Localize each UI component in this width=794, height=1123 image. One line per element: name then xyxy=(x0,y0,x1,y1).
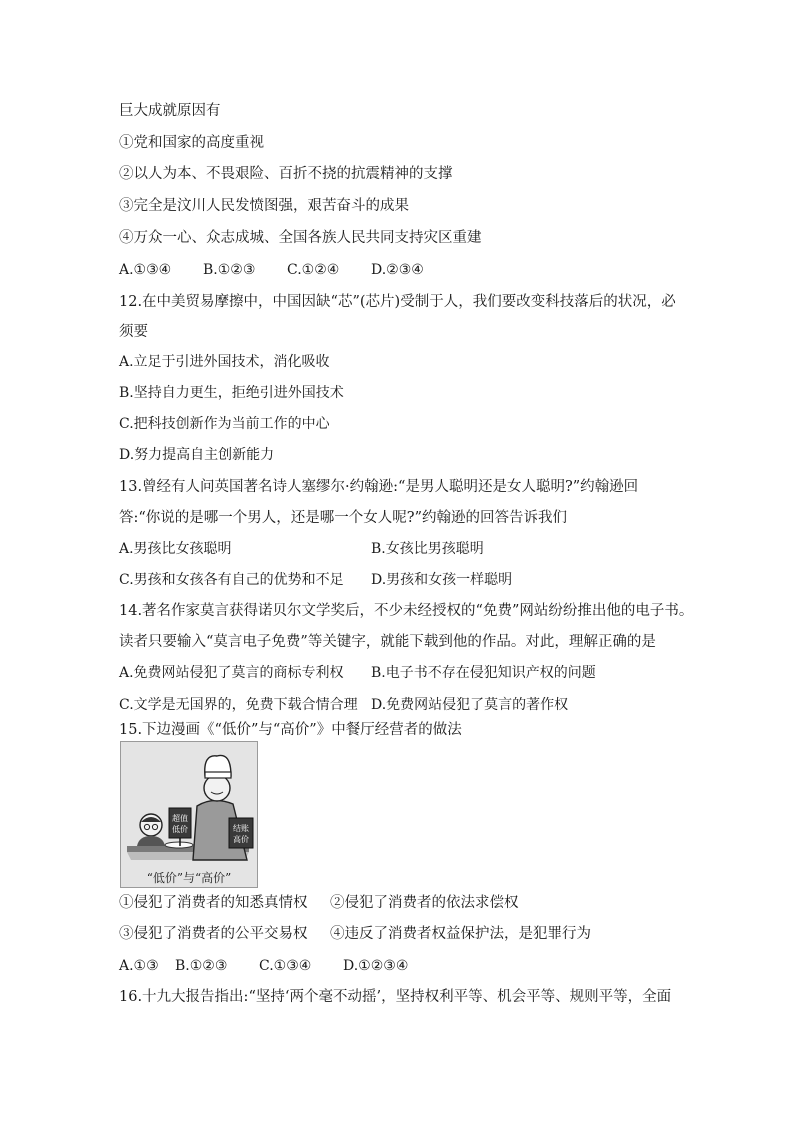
q11-option-b: B.①②③ xyxy=(203,262,256,278)
q15-item-1: ①侵犯了消费者的知悉真情权 xyxy=(119,895,308,911)
q11-option-d: D.②③④ xyxy=(371,262,424,278)
q13-option-c: C.男孩和女孩各有自己的优势和不足 xyxy=(119,572,344,588)
q11-option-c: C.①②④ xyxy=(287,262,340,278)
q16-stem: 16.十九大报告指出:“坚持‘两个毫不动摇’，坚持权利平等、机会平等、规则平等，全面 xyxy=(119,989,672,1005)
q12-option-a: A.立足于引进外国技术，消化吸收 xyxy=(119,354,330,370)
q12-stem-line-2: 须要 xyxy=(119,324,148,340)
sign-right-line-1: 结账 xyxy=(233,824,249,833)
q15-option-a: A.①③ xyxy=(119,958,159,974)
q11-item-1: ①党和国家的高度重视 xyxy=(119,135,264,151)
q15-item-3: ③侵犯了消费者的公平交易权 xyxy=(119,926,308,942)
q11-item-2: ②以人为本、不畏艰险、百折不挠的抗震精神的支撑 xyxy=(119,166,453,182)
q12-option-d: D.努力提高自主创新能力 xyxy=(119,447,275,463)
q12-stem-line-1: 12.在中美贸易摩擦中，中国因缺“芯”(芯片)受制于人，我们要改变科技落后的状况，必 xyxy=(119,294,676,310)
q15-option-c: C.①③④ xyxy=(259,958,312,974)
q14-stem-line-2: 读者只要输入“莫言电子免费”等关键字，就能下载到他的作品。对此，理解正确的是 xyxy=(119,634,656,650)
q15-item-4: ④违反了消费者权益保护法，是犯罪行为 xyxy=(330,926,591,942)
q11-stem-tail: 巨大成就原因有 xyxy=(119,103,221,119)
q13-stem-line-2: 答:“你说的是哪一个男人，还是哪一个女人呢?”约翰逊的回答告诉我们 xyxy=(119,510,567,526)
q11-item-3: ③完全是汶川人民发愤图强，艰苦奋斗的成果 xyxy=(119,198,409,214)
q14-option-b: B.电子书不存在侵犯知识产权的问题 xyxy=(371,665,596,681)
cartoon-image xyxy=(120,741,258,888)
q15-stem: 15.下边漫画《“低价”与“高价”》中餐厅经营者的做法 xyxy=(119,722,462,738)
q13-option-a: A.男孩比女孩聪明 xyxy=(119,541,232,557)
q14-stem-line-1: 14.著名作家莫言获得诺贝尔文学奖后，不少未经授权的“免费”网站纷纷推出他的电子书。 xyxy=(119,603,694,619)
q11-item-4: ④万众一心、众志成城、全国各族人民共同支持灾区重建 xyxy=(119,230,482,246)
q13-option-b: B.女孩比男孩聪明 xyxy=(371,541,484,557)
q15-option-b: B.①②③ xyxy=(175,958,228,974)
q11-option-a: A.①③④ xyxy=(119,262,172,278)
sign-right-line-2: 高价 xyxy=(233,835,249,844)
sign-left-line-1: 超值 xyxy=(172,814,188,823)
q14-option-c: C.文学是无国界的，免费下载合情合理 xyxy=(119,697,358,713)
q13-stem-line-1: 13.曾经有人问英国著名诗人塞缪尔·约翰逊:“是男人聪明还是女人聪明?”约翰逊回 xyxy=(119,479,639,495)
q14-option-d: D.免费网站侵犯了莫言的著作权 xyxy=(371,697,569,713)
sign-left-line-2: 低价 xyxy=(172,825,188,834)
q12-option-c: C.把科技创新作为当前工作的中心 xyxy=(119,416,330,432)
q15-item-2: ②侵犯了消费者的依法求偿权 xyxy=(330,895,519,911)
cartoon-caption: “低价”与“高价” xyxy=(146,871,232,885)
q12-option-b: B.坚持自力更生，拒绝引进外国技术 xyxy=(119,385,344,401)
cartoon-drawing xyxy=(121,742,257,887)
q14-option-a: A.免费网站侵犯了莫言的商标专利权 xyxy=(119,665,344,681)
q13-option-d: D.男孩和女孩一样聪明 xyxy=(371,572,513,588)
q15-option-d: D.①②③④ xyxy=(343,958,409,974)
